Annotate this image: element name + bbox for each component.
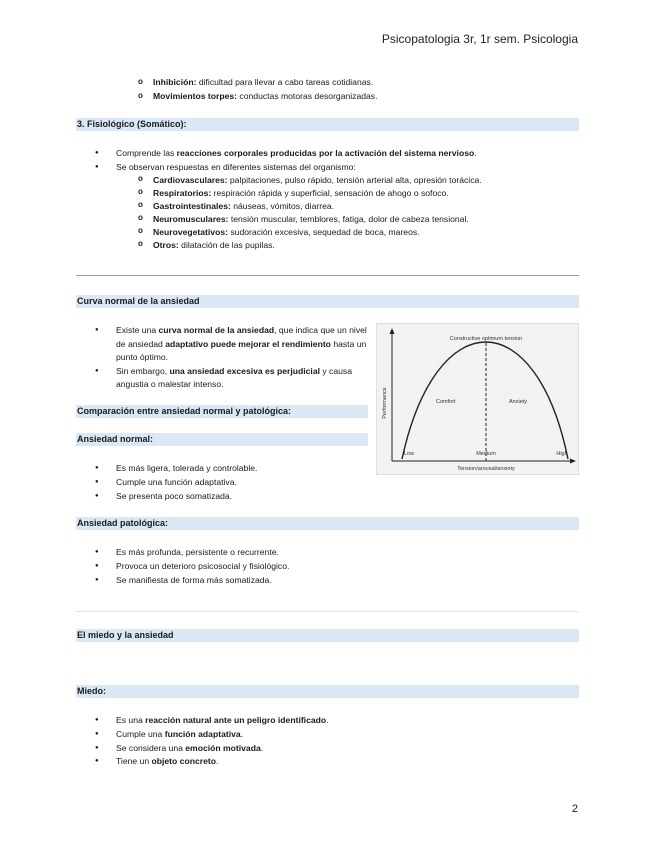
y-axis-label: Performance (382, 387, 388, 419)
list-item: ● Provoca un deterioro psicosocial y fisiológico. (116, 560, 289, 574)
x-tick-high: High (556, 451, 568, 457)
region-anxiety: Anxiety (509, 399, 528, 405)
list-item: o Gastrointestinales: náuseas, vómitos, diarrea. (153, 200, 482, 213)
list-item: o Respiratorios: respiración rápida y superficial, sensación de ahogo o sofoco. (153, 187, 482, 200)
top-subitems (153, 76, 378, 104)
list-item: ● Se manifiesta de forma más somatizada. (116, 574, 289, 588)
list-item: ● Se presenta poco somatizada. (116, 490, 257, 504)
systems-list (153, 174, 482, 251)
list-item: o Neurovegetativos: sudoración excesiva, sequedad de boca, mareos. (153, 226, 482, 239)
miedo-bullets (116, 714, 329, 769)
divider (76, 275, 579, 276)
list-item: o Cardiovasculares: palpitaciones, pulso rápido, tensión arterial alta, opresión torácica. (153, 174, 482, 187)
page-number: 2 (571, 803, 578, 815)
list-item: o Inhibición: dificultad para llevar a cabo tareas cotidianas. (153, 76, 378, 90)
curva-bullets (116, 324, 368, 392)
list-item: ● Cumple una función adaptativa. (116, 728, 329, 742)
section-heading-fisiologico: 3. Fisiológico (Somático): (76, 118, 579, 131)
list-item: ● Se considera una emoción motivada. (116, 742, 329, 756)
figure-top-label: Constructive optimum tension (449, 336, 523, 342)
list-item: ● Cumple una función adaptativa. (116, 476, 257, 490)
section-heading-miedo: Miedo: (76, 685, 579, 698)
patologica-bullets (116, 546, 289, 587)
x-axis-label: Tension/arousal/anxiety (457, 466, 515, 472)
section-heading-curva: Curva normal de la ansiedad (76, 295, 579, 308)
list-item: ● Sin embargo, una ansiedad excesiva es perjudicial y causa angustia o malestar intenso. (116, 365, 368, 392)
region-comfort: Comfort (436, 399, 456, 405)
list-item: ● Es más ligera, tolerada y controlable. (116, 462, 257, 476)
list-item: ● Se observan respuestas en diferentes sistemas del organismo: (116, 161, 477, 175)
fisiologico-bullets (116, 147, 477, 175)
list-item: o Movimientos torpes: conductas motoras desorganizadas. (153, 90, 378, 104)
list-item: ● Tiene un objeto concreto. (116, 755, 329, 769)
list-item: o Neuromusculares: tensión muscular, temblores, fatiga, dolor de cabeza tensional. (153, 213, 482, 226)
section-heading-normal: Ansiedad normal: (76, 433, 368, 446)
list-item: o Otros: dilatación de las pupilas. (153, 239, 482, 252)
anxiety-curve-figure (376, 323, 579, 475)
list-item: ● Es una reacción natural ante un peligro identificado. (116, 714, 329, 728)
section-heading-patologica: Ansiedad patológica: (76, 517, 579, 530)
divider (76, 611, 579, 612)
section-heading-comparacion: Comparación entre ansiedad normal y patológica: (76, 405, 368, 418)
x-tick-medium: Medium (476, 451, 496, 457)
page-header: Psicopatologia 3r, 1r sem. Psicologia (381, 32, 578, 46)
list-item: ● Existe una curva normal de la ansiedad, que indica que un nivel de ansiedad adaptativo puede mejorar el rendimiento hasta un punto óptimo. (116, 324, 368, 365)
list-item: ● Comprende las reacciones corporales producidas por la activación del sistema nervioso. (116, 147, 477, 161)
x-tick-low: Low (404, 451, 415, 457)
section-heading-miedo-ansiedad: El miedo y la ansiedad (76, 629, 579, 642)
normal-bullets (116, 462, 257, 503)
list-item: ● Es más profunda, persistente o recurrente. (116, 546, 289, 560)
